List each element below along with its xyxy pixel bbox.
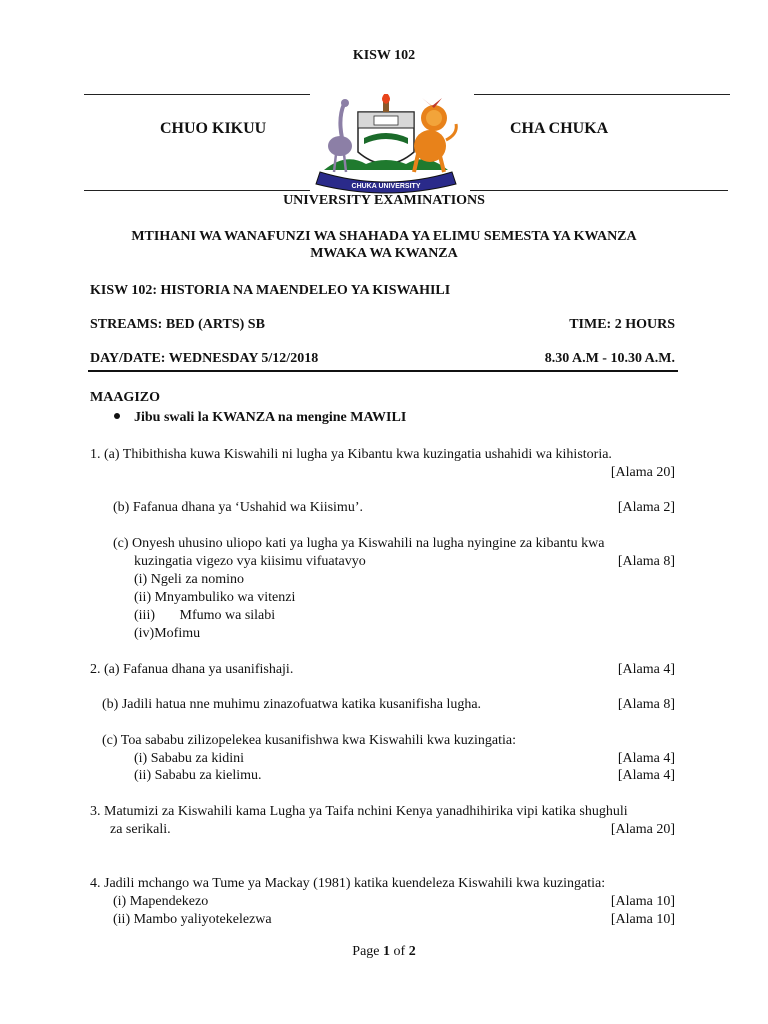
- instruction-text: Jibu swali la KWANZA na mengine MAWILI: [134, 410, 407, 425]
- question-2b: (b) Jadili hatua nne muhimu zinazofuatwa katika kusanifisha lugha.: [102, 697, 482, 712]
- program-line-2: MWAKA WA KWANZA: [310, 246, 458, 261]
- question-1c-line-1: (c) Onyesh uhusino uliopo kati ya lugha ya Kiswahili na lugha nyingine za kibantu kwa: [113, 536, 605, 551]
- question-4-item-marks: [Alama 10]: [610, 894, 675, 909]
- question-2a: 2. (a) Fafanua dhana ya usanifishaji.: [90, 662, 294, 677]
- instruction-item: [114, 410, 406, 426]
- page-total: 2: [408, 944, 416, 959]
- header-rule-top-right: [474, 94, 730, 95]
- university-name-left: CHUO KIKUU: [160, 120, 267, 137]
- question-4-item-marks: [Alama 10]: [610, 912, 675, 927]
- question-1c-item: (iii) Mfumo wa silabi: [134, 608, 276, 623]
- header-rule-bottom-left: [84, 190, 310, 191]
- question-2c-item: (ii) Sababu za kielimu.: [134, 768, 262, 783]
- university-name-right: CHA CHUKA: [510, 120, 609, 137]
- bullet-icon: [114, 413, 120, 419]
- header-rule-top-left: [84, 94, 310, 95]
- program-line-1: MTIHANI WA WANAFUNZI WA SHAHADA YA ELIMU SEMESTA YA KWANZA: [131, 229, 637, 244]
- question-2c: (c) Toa sababu zilizopelekea kusanifishwa kwa Kiswahili kwa kuzingatia:: [102, 733, 516, 748]
- question-1c-item: (ii) Mnyambuliko wa vitenzi: [134, 590, 296, 605]
- question-1a-marks: [Alama 20]: [610, 465, 675, 480]
- question-1c-line-2: kuzingatia vigezo vya kiisimu vifuatavyo: [134, 554, 366, 569]
- question-3-line-1: 3. Matumizi za Kiswahili kama Lugha ya Taifa nchini Kenya yanadhihirika vipi katika shughuli: [90, 804, 628, 819]
- question-1c-marks: [Alama 8]: [617, 554, 675, 569]
- page-number: [0, 944, 768, 960]
- question-1b: (b) Fafanua dhana ya ‘Ushahid wa Kiisimu’.: [113, 500, 363, 515]
- page-current: 1: [383, 944, 391, 959]
- question-2c-item-marks: [Alama 4]: [617, 751, 675, 766]
- day-date: DAY/DATE: WEDNESDAY 5/12/2018: [90, 351, 319, 366]
- question-3-line-2: za serikali.: [110, 822, 171, 837]
- question-2b-marks: [Alama 8]: [617, 697, 675, 712]
- course-title: KISW 102: HISTORIA NA MAENDELEO YA KISWAHILI: [90, 283, 451, 298]
- question-1b-marks: [Alama 2]: [617, 500, 675, 515]
- question-1c-item: (iv)Mofimu: [134, 626, 201, 641]
- instructions-title: MAAGIZO: [90, 390, 160, 405]
- page-word: Page: [352, 944, 380, 959]
- question-2a-marks: [Alama 4]: [617, 662, 675, 677]
- question-2c-item: (i) Sababu za kidini: [134, 751, 245, 766]
- question-1c-item: (i) Ngeli za nomino: [134, 572, 245, 587]
- question-1a: 1. (a) Thibithisha kuwa Kiswahili ni lugha ya Kibantu kwa kuzingatia ushahidi wa kihistoria.: [90, 447, 612, 462]
- of-word: of: [393, 944, 406, 959]
- exam-heading: UNIVERSITY EXAMINATIONS: [283, 193, 485, 208]
- question-4-item: (ii) Mambo yaliyotekelezwa: [113, 912, 272, 927]
- course-code-header: KISW 102: [352, 48, 416, 63]
- streams-label: STREAMS: BED (ARTS) SB: [90, 317, 265, 332]
- question-3-marks: [Alama 20]: [610, 822, 675, 837]
- question-4: 4. Jadili mchango wa Tume ya Mackay (1981) katika kuendeleza Kiswahili kwa kuzingatia:: [90, 876, 606, 891]
- question-2c-item-marks: [Alama 4]: [617, 768, 675, 783]
- logo-text: CHUKA UNIVERSITY: [351, 183, 421, 190]
- details-divider: [88, 370, 678, 372]
- question-4-item: (i) Mapendekezo: [113, 894, 209, 909]
- time-allowed: TIME: 2 HOURS: [569, 317, 675, 332]
- university-logo: [306, 94, 466, 194]
- exam-hours: 8.30 A.M - 10.30 A.M.: [544, 351, 675, 366]
- header-rule-bottom-right: [470, 190, 728, 191]
